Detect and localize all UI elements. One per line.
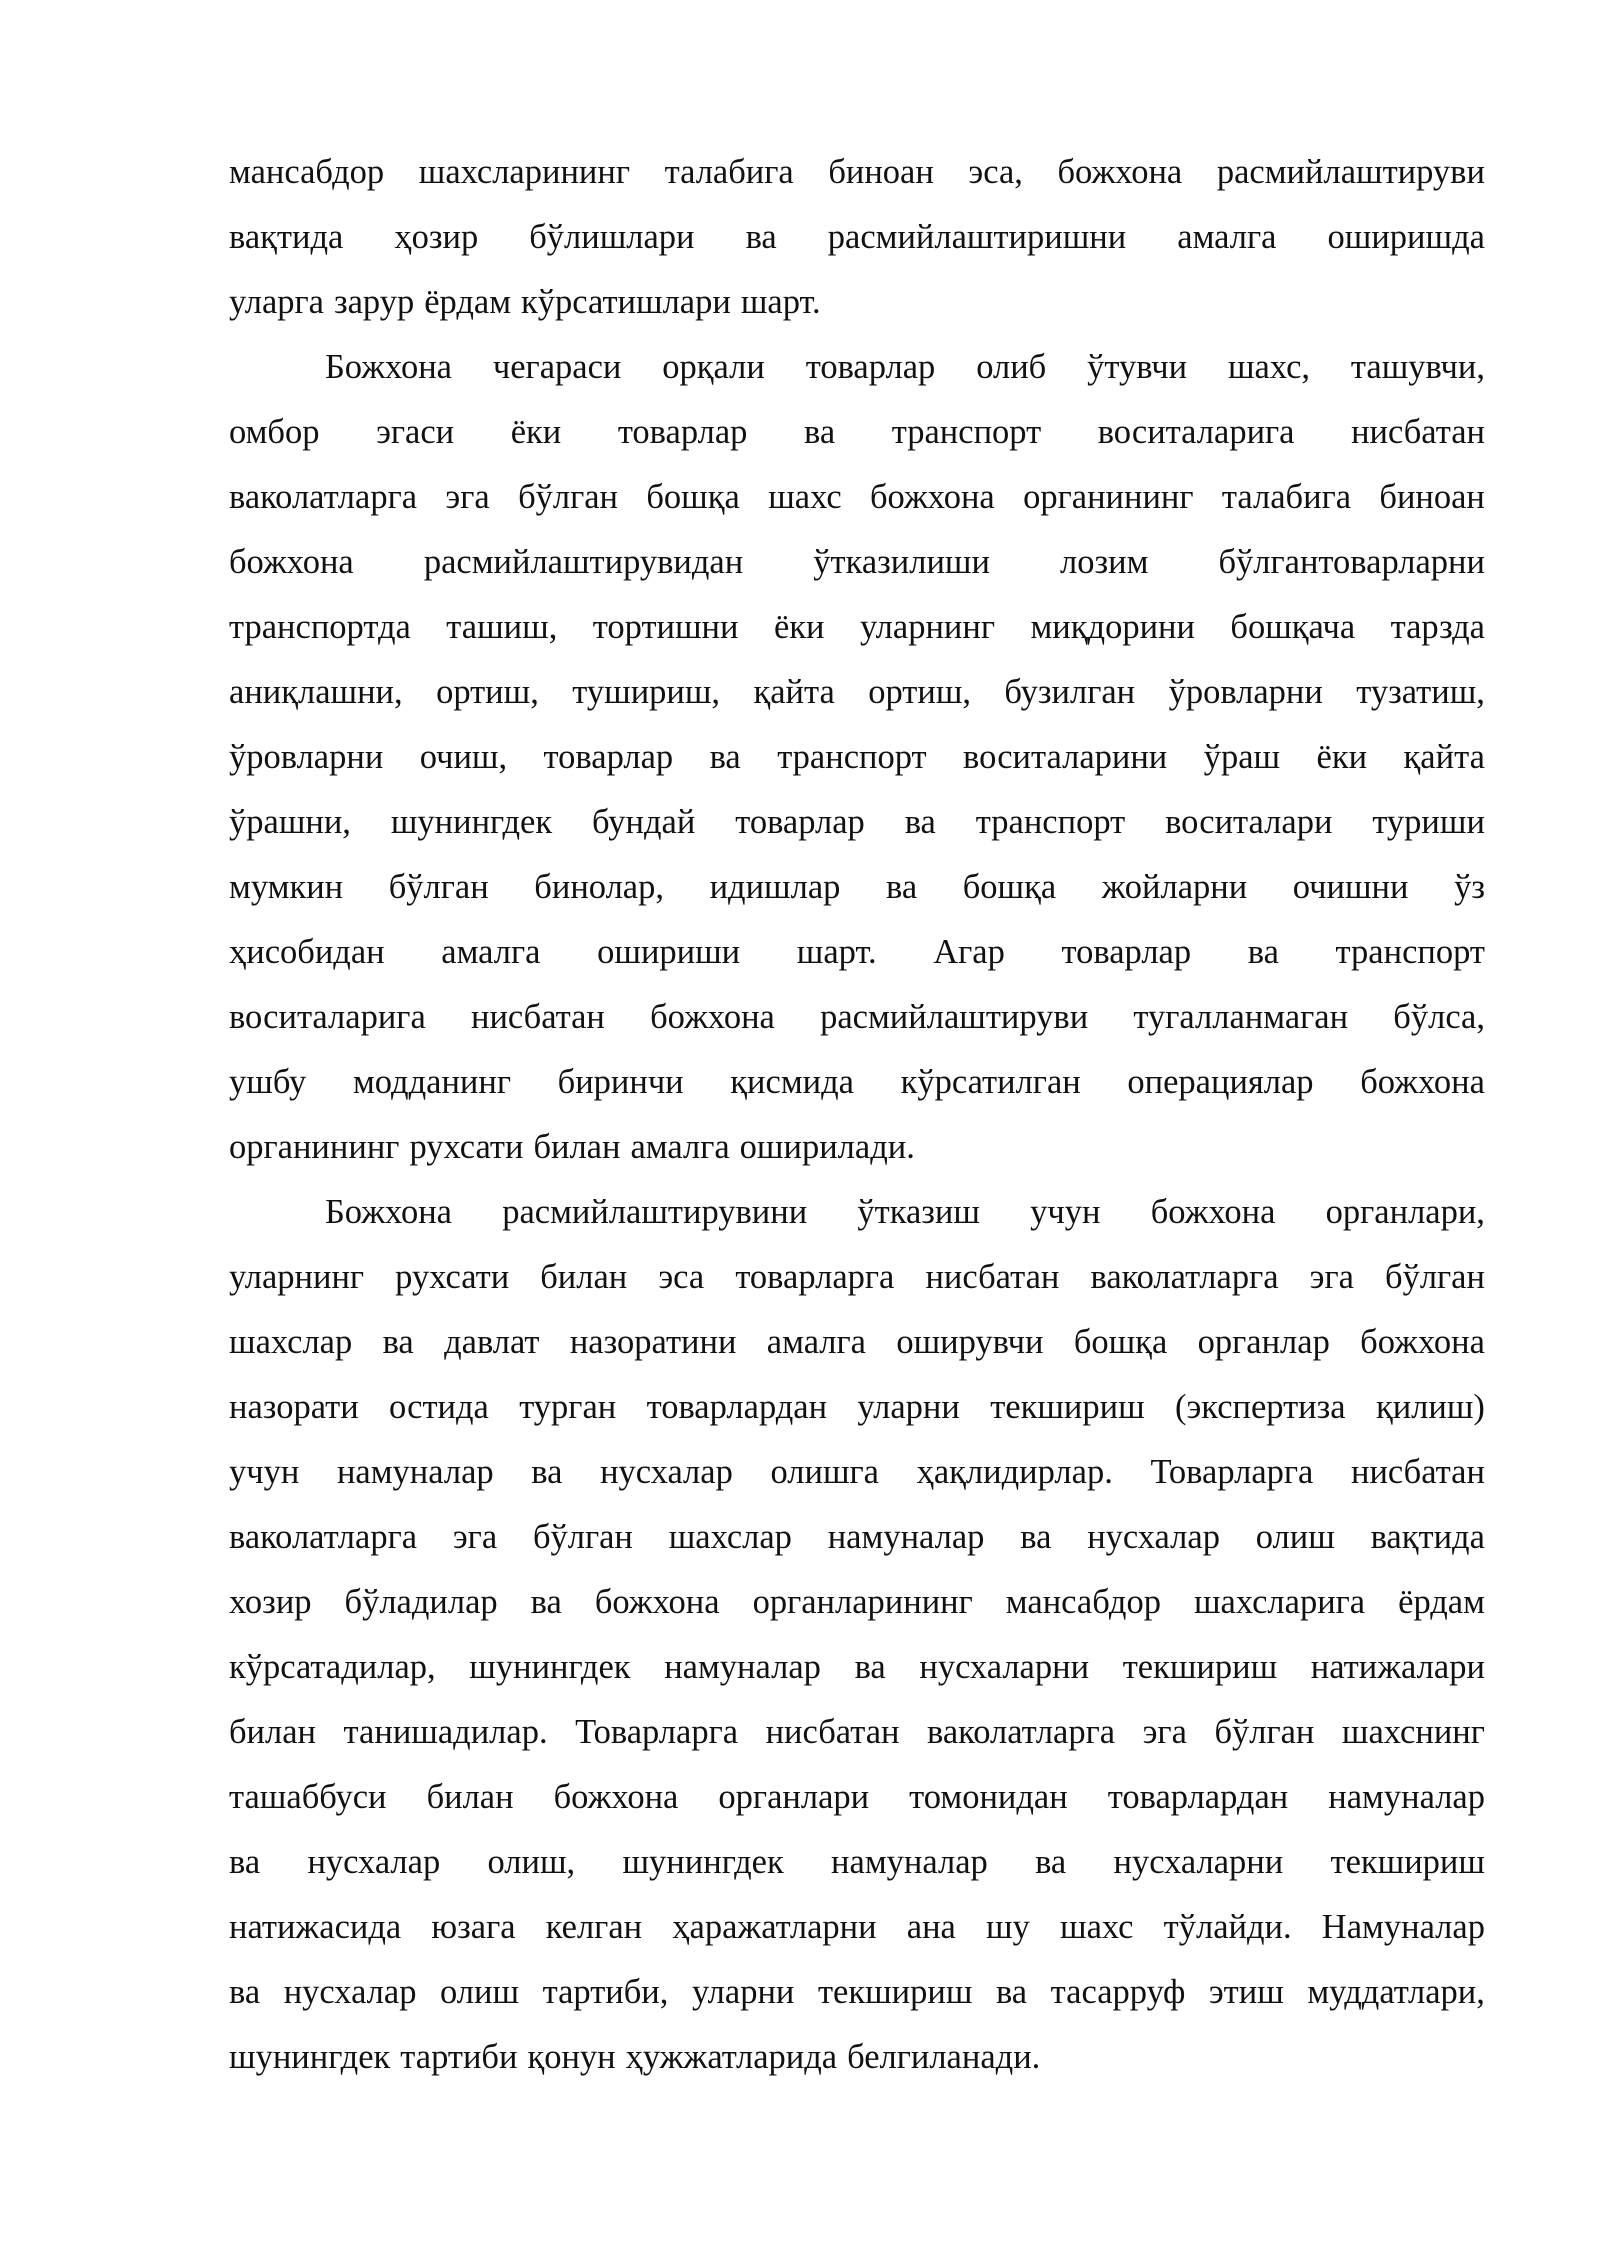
word: уларга bbox=[229, 283, 324, 321]
word: божхона bbox=[594, 1583, 720, 1621]
word: шахсларига bbox=[1193, 1583, 1366, 1621]
word: нисбатан bbox=[765, 1713, 900, 1751]
word: текшириш bbox=[1122, 1648, 1278, 1686]
document-body bbox=[229, 140, 1485, 2090]
word: воситаларига bbox=[229, 998, 426, 1036]
text-line bbox=[229, 205, 1485, 270]
text-line bbox=[229, 1310, 1485, 1375]
word: шунингдек bbox=[469, 1648, 631, 1686]
word: ва bbox=[382, 1323, 414, 1361]
word: рухсати bbox=[395, 1258, 510, 1296]
word: бўлишлари bbox=[529, 218, 695, 256]
word: билан bbox=[540, 1258, 628, 1296]
word: божхона bbox=[650, 998, 775, 1036]
word: уларнинг bbox=[859, 608, 995, 646]
word: ва bbox=[709, 738, 741, 776]
word: натижалари bbox=[1310, 1648, 1485, 1686]
word: ва bbox=[1020, 1518, 1052, 1556]
word: бўлгантоварларни bbox=[1218, 543, 1485, 581]
word: муддатлари, bbox=[1307, 1973, 1485, 2011]
word: божхона bbox=[1057, 153, 1183, 191]
word: шунингдек bbox=[390, 803, 553, 841]
word: товарлар bbox=[1061, 933, 1192, 971]
word: намуналар bbox=[831, 1843, 988, 1881]
word: ваколатларга bbox=[927, 1713, 1116, 1751]
word: тасарруф bbox=[1050, 1973, 1186, 2011]
word: бўладилар bbox=[344, 1583, 498, 1621]
word: Божхона bbox=[325, 348, 452, 386]
word: шахсларининг bbox=[418, 153, 630, 191]
word: ёки bbox=[1316, 738, 1368, 776]
text-line bbox=[229, 1960, 1485, 2025]
word: товарлардан bbox=[1107, 1778, 1289, 1816]
word: ёки bbox=[510, 413, 562, 451]
word: бўлган bbox=[1214, 1713, 1315, 1751]
text-line bbox=[229, 920, 1485, 985]
word: оширувчи bbox=[896, 1323, 1044, 1361]
word: бўлган bbox=[388, 868, 489, 906]
word: оширишда bbox=[1327, 218, 1485, 256]
word: бинолар, bbox=[534, 868, 664, 906]
word: эга bbox=[445, 478, 490, 516]
word: келган bbox=[545, 1908, 643, 1946]
word: ва bbox=[854, 1648, 886, 1686]
word: биринчи bbox=[557, 1063, 684, 1101]
word: давлат bbox=[444, 1323, 540, 1361]
word: танишадилар. bbox=[343, 1713, 548, 1751]
word: модданинг bbox=[352, 1063, 511, 1101]
word: мансабдор bbox=[1005, 1583, 1161, 1621]
word: ортиш, bbox=[436, 673, 539, 711]
word: чегараси bbox=[492, 348, 622, 386]
word: мансабдор bbox=[229, 153, 385, 191]
word: амалга bbox=[766, 1323, 866, 1361]
text-line bbox=[229, 1375, 1485, 1440]
word: олишга bbox=[770, 1453, 879, 1491]
text-line bbox=[229, 855, 1485, 920]
word: учун bbox=[1030, 1193, 1101, 1231]
word: транспортда bbox=[229, 608, 411, 646]
word: текшириш bbox=[1330, 1843, 1485, 1881]
text-line bbox=[229, 465, 1485, 530]
text-line bbox=[229, 1570, 1485, 1635]
word: бўлган bbox=[518, 478, 619, 516]
word: шахс bbox=[1060, 1908, 1134, 1946]
word: намуналар bbox=[827, 1518, 985, 1556]
word: тугалланмаган bbox=[1133, 998, 1349, 1036]
word: ҳозир bbox=[394, 218, 479, 256]
text-line bbox=[229, 1245, 1485, 1310]
word: операциялар bbox=[1127, 1063, 1314, 1101]
word: бошқа bbox=[962, 868, 1057, 906]
word: Товарларга bbox=[575, 1713, 739, 1751]
word: хозир bbox=[229, 1583, 312, 1621]
word: миқдорини bbox=[1030, 608, 1195, 646]
word: назорати bbox=[229, 1388, 359, 1426]
word: Намуналар bbox=[1321, 1908, 1485, 1946]
word: шарт. bbox=[740, 283, 821, 321]
word: билан bbox=[533, 1128, 621, 1166]
word: бошқа bbox=[646, 478, 740, 516]
text-line bbox=[229, 530, 1485, 595]
word: текшириш bbox=[817, 1973, 973, 2011]
word: тузатиш, bbox=[1356, 673, 1485, 711]
word: божхона bbox=[553, 1778, 679, 1816]
word: ёрдам bbox=[1398, 1583, 1485, 1621]
word: шахслар bbox=[668, 1518, 792, 1556]
word: амалга bbox=[1177, 218, 1277, 256]
text-line bbox=[229, 1505, 1485, 1570]
word: воситаларини bbox=[963, 738, 1168, 776]
word: жойларни bbox=[1101, 868, 1248, 906]
text-line bbox=[229, 790, 1485, 855]
word: кўрсатадилар, bbox=[229, 1648, 436, 1686]
text-line bbox=[229, 985, 1485, 1050]
word: нусхаларни bbox=[919, 1648, 1090, 1686]
word: эса bbox=[658, 1258, 705, 1296]
word: воситалари bbox=[1165, 803, 1333, 841]
text-line bbox=[229, 1050, 1485, 1115]
word: ошириши bbox=[597, 933, 741, 971]
text-line bbox=[229, 335, 1485, 400]
word: нисбатан bbox=[470, 998, 605, 1036]
word: тарзда bbox=[1390, 608, 1485, 646]
word: Товарларга bbox=[1150, 1453, 1314, 1491]
word: божхона bbox=[1360, 1323, 1485, 1361]
word: ёрдам bbox=[424, 283, 512, 321]
word: натижасида bbox=[229, 1908, 402, 1946]
word: орқали bbox=[662, 348, 765, 386]
word: транспорт bbox=[777, 738, 927, 776]
word: намуналар bbox=[1328, 1778, 1485, 1816]
word: ўтувчи bbox=[1087, 348, 1188, 386]
word: ўз bbox=[1454, 868, 1485, 906]
word: божхона bbox=[229, 543, 354, 581]
word: шахслар bbox=[229, 1323, 353, 1361]
word: ортиш, bbox=[868, 673, 972, 711]
word: қайта bbox=[1403, 738, 1485, 776]
word: текшириш bbox=[990, 1388, 1145, 1426]
word: зарур bbox=[333, 283, 415, 321]
word: эса, bbox=[968, 153, 1023, 191]
word: назоратини bbox=[569, 1323, 737, 1361]
word: ва bbox=[229, 1973, 261, 2011]
word: олиш bbox=[440, 1973, 520, 2011]
word: бундай bbox=[592, 803, 696, 841]
word: ўровларни bbox=[229, 738, 384, 776]
word: божхона bbox=[870, 478, 995, 516]
word: ҳаражатларни bbox=[672, 1908, 877, 1946]
word: нисбатан bbox=[1351, 413, 1485, 451]
word: шахс, bbox=[1227, 348, 1311, 386]
word: транспорт bbox=[1335, 933, 1485, 971]
word: уларни bbox=[857, 1388, 960, 1426]
word: нусхалар bbox=[1087, 1518, 1220, 1556]
word: эга bbox=[1309, 1258, 1354, 1296]
text-line bbox=[229, 1830, 1485, 1895]
word: бўлган bbox=[1385, 1258, 1485, 1296]
text-line bbox=[229, 725, 1485, 790]
word: расмийлаштирувидан bbox=[423, 543, 744, 581]
word: остида bbox=[389, 1388, 489, 1426]
word: тушириш, bbox=[572, 673, 721, 711]
word: ўрашни, bbox=[229, 803, 351, 841]
word: ва bbox=[804, 413, 836, 451]
word: бошқа bbox=[1073, 1323, 1168, 1361]
word: ташиш, bbox=[446, 608, 558, 646]
word: ёки bbox=[773, 608, 825, 646]
word: юзага bbox=[431, 1908, 516, 1946]
text-line bbox=[229, 660, 1485, 725]
word: Агар bbox=[933, 933, 1005, 971]
word: идишлар bbox=[709, 868, 841, 906]
word: биноан bbox=[828, 153, 934, 191]
word: товарлардан bbox=[646, 1388, 828, 1426]
word: органларининг bbox=[752, 1583, 973, 1621]
text-line bbox=[229, 1765, 1485, 1830]
word: намуналар bbox=[336, 1453, 494, 1491]
word: бўлган bbox=[532, 1518, 633, 1556]
word: бошқача bbox=[1230, 608, 1356, 646]
word: органлар bbox=[1197, 1323, 1330, 1361]
word: органининг bbox=[1023, 478, 1194, 516]
word: уларни bbox=[691, 1973, 795, 2011]
word: ўтказилиши bbox=[813, 543, 990, 581]
word: товарлар bbox=[543, 738, 674, 776]
word: нусхалар bbox=[600, 1453, 733, 1491]
word: товарлар bbox=[805, 348, 936, 386]
word: ҳақлидирлар. bbox=[916, 1453, 1113, 1491]
word: очиш, bbox=[419, 738, 508, 776]
word: ва bbox=[886, 868, 918, 906]
word: бузилган bbox=[1004, 673, 1136, 711]
text-line bbox=[229, 1895, 1485, 1960]
word: белгиланади. bbox=[847, 2038, 1041, 2076]
text-line bbox=[229, 400, 1485, 465]
word: органининг bbox=[229, 1128, 400, 1166]
word: шунингдек bbox=[229, 2038, 391, 2076]
word: божхона bbox=[1150, 1193, 1276, 1231]
word: товарлар bbox=[617, 413, 748, 451]
word: вақтида bbox=[229, 218, 344, 256]
word: нусхалар bbox=[283, 1973, 417, 2011]
word: нусхаларни bbox=[1113, 1843, 1284, 1881]
word: нисбатан bbox=[1351, 1453, 1485, 1491]
word: амалга bbox=[441, 933, 541, 971]
text-line bbox=[229, 1700, 1485, 1765]
word: қилиш) bbox=[1375, 1388, 1485, 1426]
word: расмийлаштируви bbox=[820, 998, 1089, 1036]
word: ваколатларга bbox=[229, 1518, 418, 1556]
text-line bbox=[229, 1180, 1485, 1245]
word: нусхалар bbox=[307, 1843, 441, 1881]
word: божхона bbox=[1360, 1063, 1485, 1101]
word: ваколатларга bbox=[229, 478, 418, 516]
word: расмийлаштиришни bbox=[827, 218, 1127, 256]
word: ўтказиш bbox=[857, 1193, 980, 1231]
word: ва bbox=[1035, 1843, 1067, 1881]
word: ва bbox=[530, 1583, 562, 1621]
word: вақтида bbox=[1370, 1518, 1485, 1556]
word: рухсати bbox=[409, 1128, 524, 1166]
word: тўлайди. bbox=[1163, 1908, 1292, 1946]
word: (экспертиза bbox=[1175, 1388, 1346, 1426]
word: шунингдек bbox=[622, 1843, 784, 1881]
word: эга bbox=[452, 1518, 498, 1556]
word: тартиби bbox=[400, 2038, 518, 2076]
word: олиб bbox=[976, 348, 1047, 386]
word: товарларга bbox=[735, 1258, 895, 1296]
word: шахснинг bbox=[1341, 1713, 1485, 1751]
word: очишни bbox=[1292, 868, 1409, 906]
word: ва bbox=[904, 803, 936, 841]
word: шу bbox=[986, 1908, 1030, 1946]
word: этиш bbox=[1208, 1973, 1284, 2011]
word: туриши bbox=[1372, 803, 1485, 841]
word: қайта bbox=[753, 673, 835, 711]
word: ва bbox=[745, 218, 777, 256]
word: воситаларига bbox=[1097, 413, 1295, 451]
word: шарт. bbox=[796, 933, 877, 971]
word: аниқлашни, bbox=[229, 673, 403, 711]
text-line bbox=[229, 270, 1485, 335]
word: ташувчи, bbox=[1350, 348, 1485, 386]
word: товарлар bbox=[735, 803, 865, 841]
word: тартиби, bbox=[542, 1973, 669, 2011]
word: уларнинг bbox=[229, 1258, 365, 1296]
word: талабига bbox=[1221, 478, 1352, 516]
word: ва bbox=[531, 1453, 563, 1491]
word: олиш bbox=[1255, 1518, 1335, 1556]
word: бўлса, bbox=[1393, 998, 1485, 1036]
word: ва bbox=[1247, 933, 1279, 971]
word: Божхона bbox=[325, 1193, 452, 1231]
word: талабига bbox=[664, 153, 794, 191]
word: биноан bbox=[1379, 478, 1485, 516]
text-line bbox=[229, 1635, 1485, 1700]
word: амалга bbox=[630, 1128, 730, 1166]
word: эга bbox=[1142, 1713, 1187, 1751]
word: органлари bbox=[718, 1778, 870, 1816]
word: омбор bbox=[229, 413, 320, 451]
word: намуналар bbox=[664, 1648, 821, 1686]
word: ушбу bbox=[229, 1063, 307, 1101]
word: билан bbox=[229, 1713, 317, 1751]
text-line bbox=[229, 595, 1485, 660]
word: кўрсатишлари bbox=[521, 283, 731, 321]
word: тортишни bbox=[592, 608, 739, 646]
word: томонидан bbox=[909, 1778, 1068, 1816]
text-line bbox=[229, 140, 1485, 205]
word: эгаси bbox=[376, 413, 455, 451]
word: қисмида bbox=[730, 1063, 854, 1101]
word: нисбатан bbox=[925, 1258, 1060, 1296]
word: олиш, bbox=[487, 1843, 576, 1881]
word: учун bbox=[229, 1453, 300, 1491]
word: турган bbox=[519, 1388, 617, 1426]
word: расмийлаштируви bbox=[1216, 153, 1485, 191]
word: ваколатларга bbox=[1090, 1258, 1279, 1296]
word: ҳисобидан bbox=[229, 933, 385, 971]
word: мумкин bbox=[229, 868, 344, 906]
word: транспорт bbox=[975, 803, 1126, 841]
word: расмийлаштирувини bbox=[502, 1193, 808, 1231]
word: оширилади. bbox=[739, 1128, 915, 1166]
word: ўровларни bbox=[1168, 673, 1323, 711]
word: шахс bbox=[768, 478, 842, 516]
text-line bbox=[229, 1115, 1485, 1180]
word: ва bbox=[229, 1843, 261, 1881]
word: кўрсатилган bbox=[900, 1063, 1081, 1101]
word: ташаббуси bbox=[229, 1778, 387, 1816]
word: ўраш bbox=[1203, 738, 1281, 776]
word: билан bbox=[426, 1778, 514, 1816]
word: органлари, bbox=[1325, 1193, 1485, 1231]
text-line bbox=[229, 1440, 1485, 1505]
word: қонун bbox=[527, 2038, 616, 2076]
word: транспорт bbox=[891, 413, 1042, 451]
word: ана bbox=[906, 1908, 956, 1946]
word: ва bbox=[995, 1973, 1028, 2011]
text-line bbox=[229, 2025, 1485, 2090]
word: ҳужжатларида bbox=[625, 2038, 838, 2076]
word: лозим bbox=[1060, 543, 1149, 581]
